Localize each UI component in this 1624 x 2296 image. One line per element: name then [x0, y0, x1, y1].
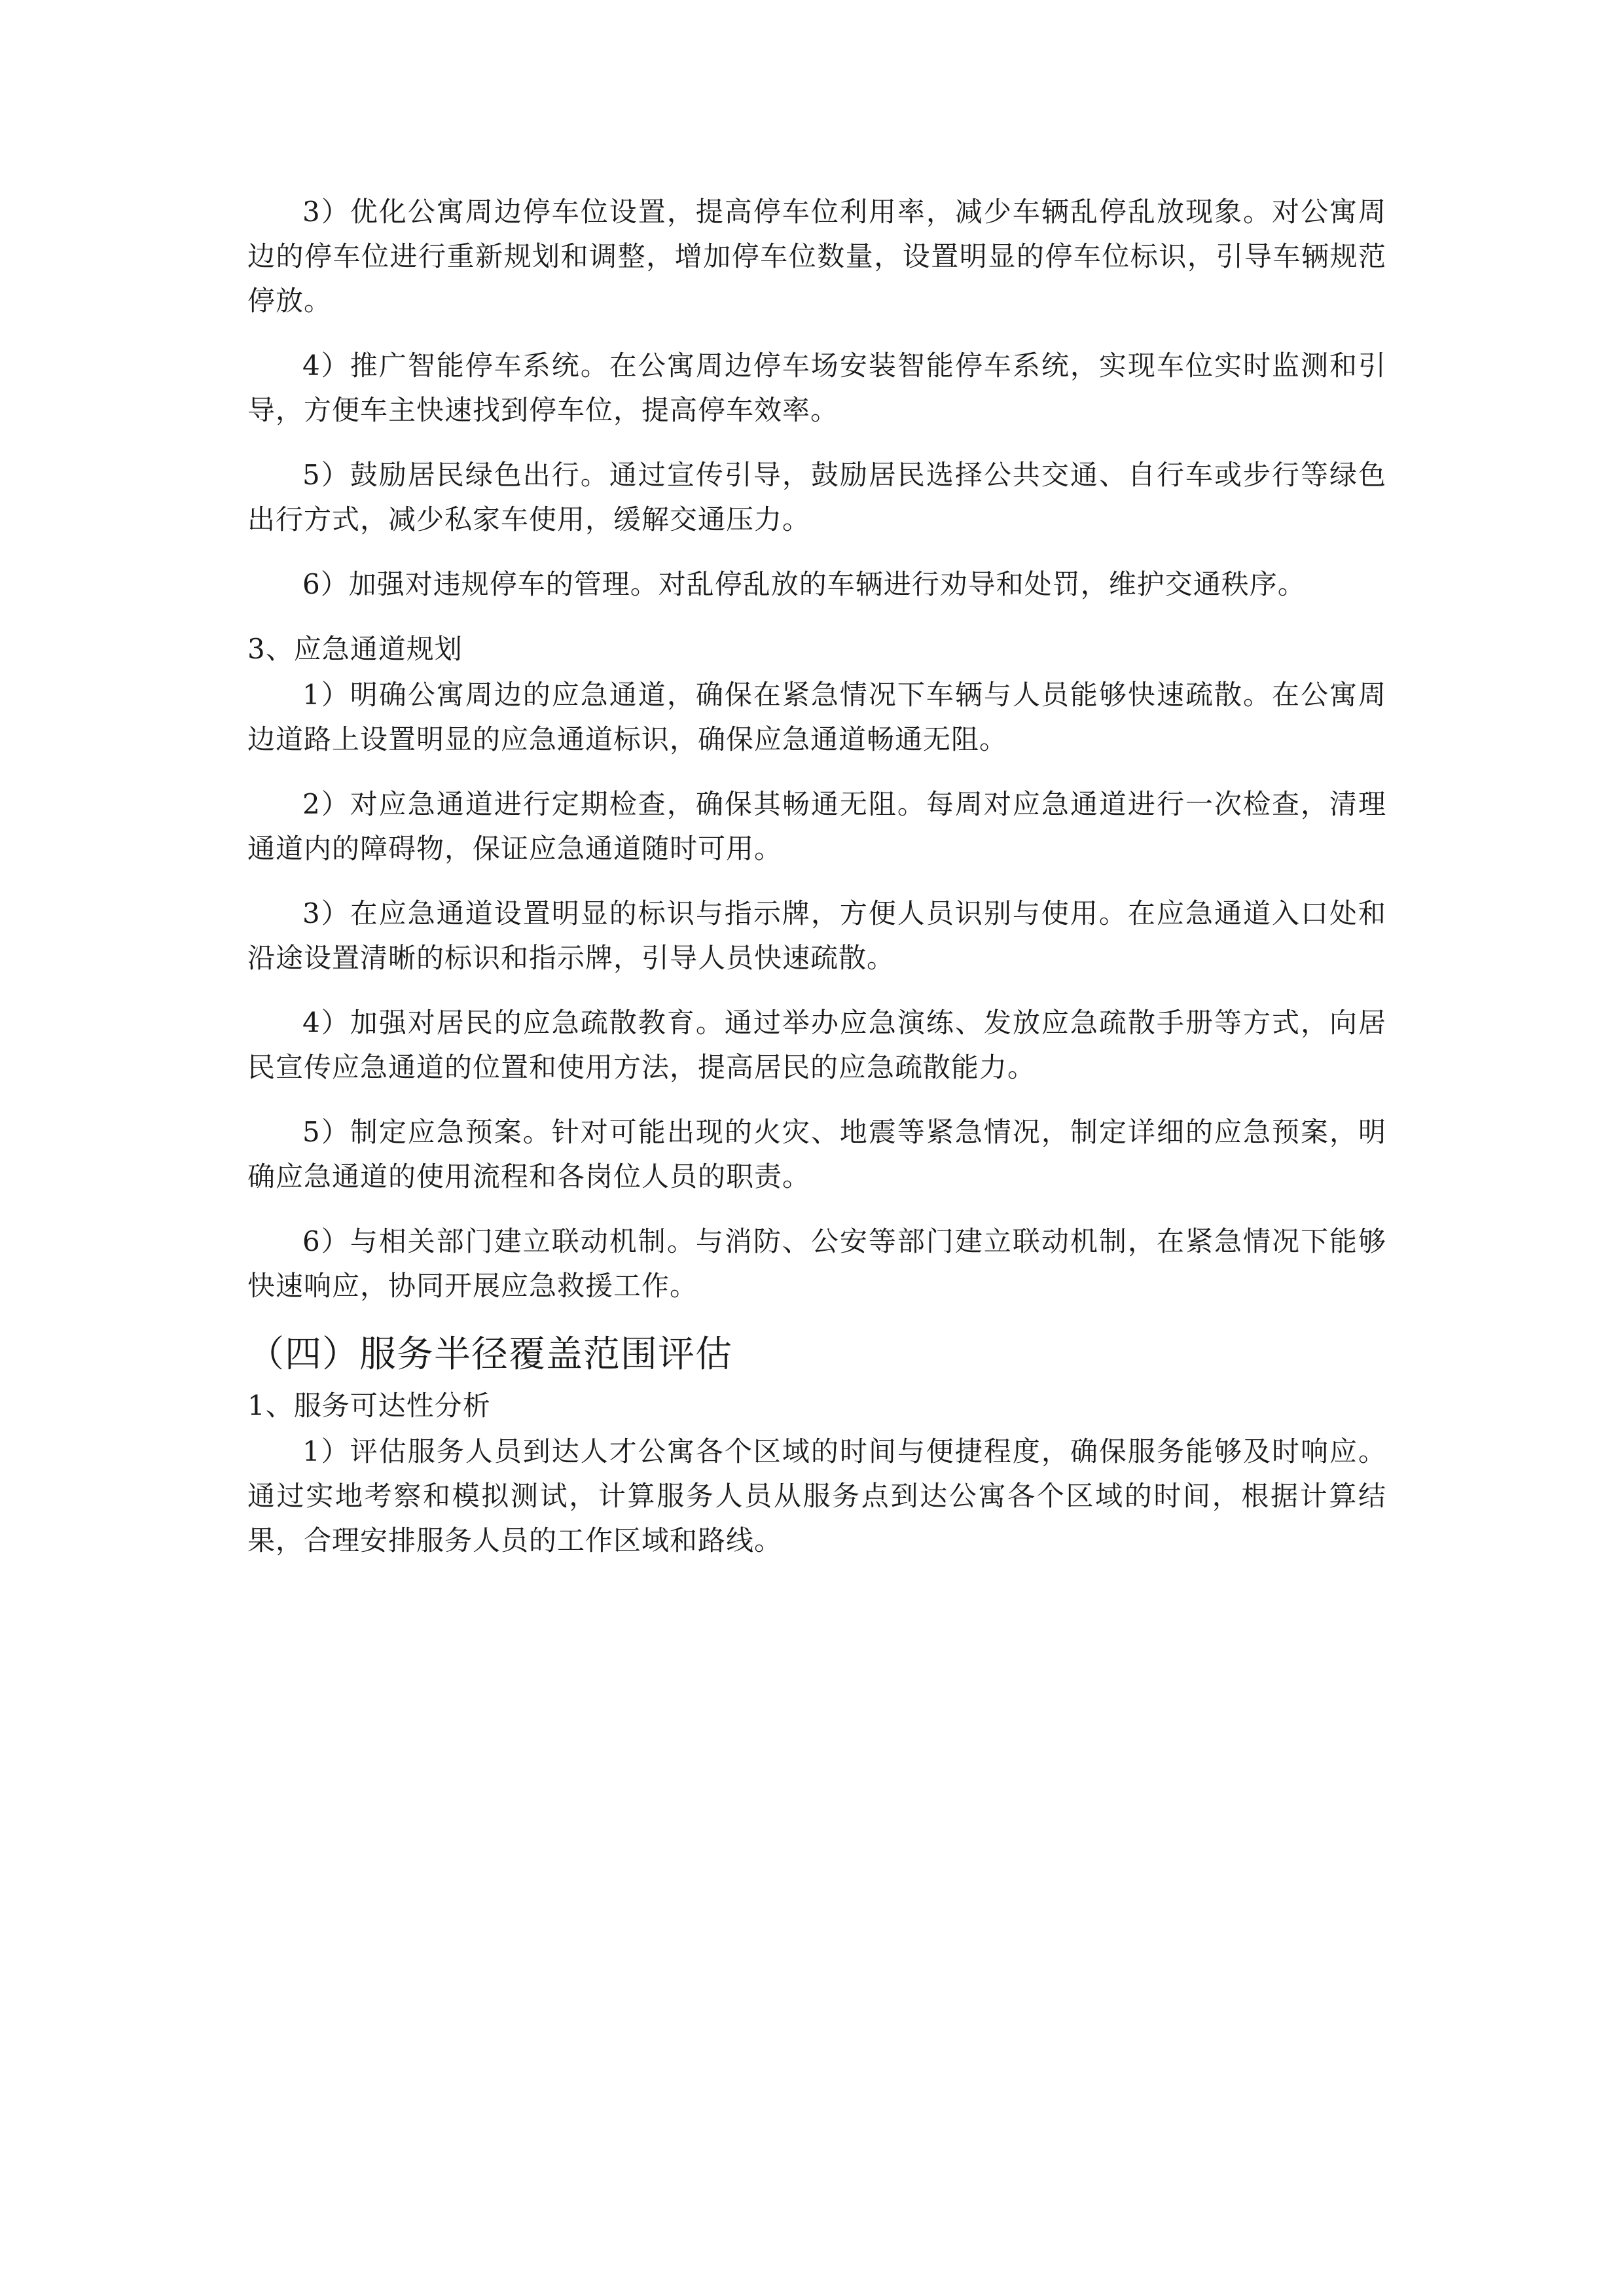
para-accessibility-1: 1）评估服务人员到达人才公寓各个区域的时间与便捷程度，确保服务能够及时响应。通过实地考察和模拟测试，计算服务人员从服务点到达公寓各个区域的时间，根据计算结果，合理安排服务人员的工作区域和路线。 [247, 1435, 1386, 1556]
para-emergency-3: 3）在应急通道设置明显的标识与指示牌，方便人员识别与使用。在应急通道入口处和沿途设置清晰的标识和指示牌，引导人员快速疏散。 [247, 897, 1386, 974]
para-emergency-6: 6）与相关部门建立联动机制。与消防、公安等部门建立联动机制，在紧急情况下能够快速响应，协同开展应急救援工作。 [247, 1225, 1386, 1302]
para-parking-4: 4）推广智能停车系统。在公寓周边停车场安装智能停车系统，实现车位实时监测和引导，方便车主快速找到停车位，提高停车效率。 [247, 350, 1386, 426]
section-heading-service-radius: （四）服务半径覆盖范围评估 [247, 1333, 732, 1376]
para-parking-6: 6）加强对违规停车的管理。对乱停乱放的车辆进行劝导和处罚，维护交通秩序。 [302, 568, 1306, 600]
para-emergency-1: 1）明确公寓周边的应急通道，确保在紧急情况下车辆与人员能够快速疏散。在公寓周边道路上设置明显的应急通道标识，确保应急通道畅通无阻。 [247, 679, 1386, 755]
para-emergency-4: 4）加强对居民的应急疏散教育。通过举办应急演练、发放应急疏散手册等方式，向居民宣传应急通道的位置和使用方法，提高居民的应急疏散能力。 [247, 1007, 1386, 1083]
subheading-accessibility: 1、服务可达性分析 [247, 1390, 491, 1422]
para-emergency-2: 2）对应急通道进行定期检查，确保其畅通无阻。每周对应急通道进行一次检查，清理通道内的障碍物，保证应急通道随时可用。 [247, 788, 1386, 865]
para-parking-3: 3）优化公寓周边停车位设置，提高停车位利用率，减少车辆乱停乱放现象。对公寓周边的停车位进行重新规划和调整，增加停车位数量，设置明显的停车位标识，引导车辆规范停放。 [247, 196, 1386, 317]
document-page [247, 190, 1386, 1583]
para-parking-5: 5）鼓励居民绿色出行。通过宣传引导，鼓励居民选择公共交通、自行车或步行等绿色出行方式，减少私家车使用，缓解交通压力。 [247, 459, 1386, 535]
subheading-emergency-channel: 3、应急通道规划 [247, 633, 463, 665]
para-emergency-5: 5）制定应急预案。针对可能出现的火灾、地震等紧急情况，制定详细的应急预案，明确应急通道的使用流程和各岗位人员的职责。 [247, 1116, 1386, 1193]
